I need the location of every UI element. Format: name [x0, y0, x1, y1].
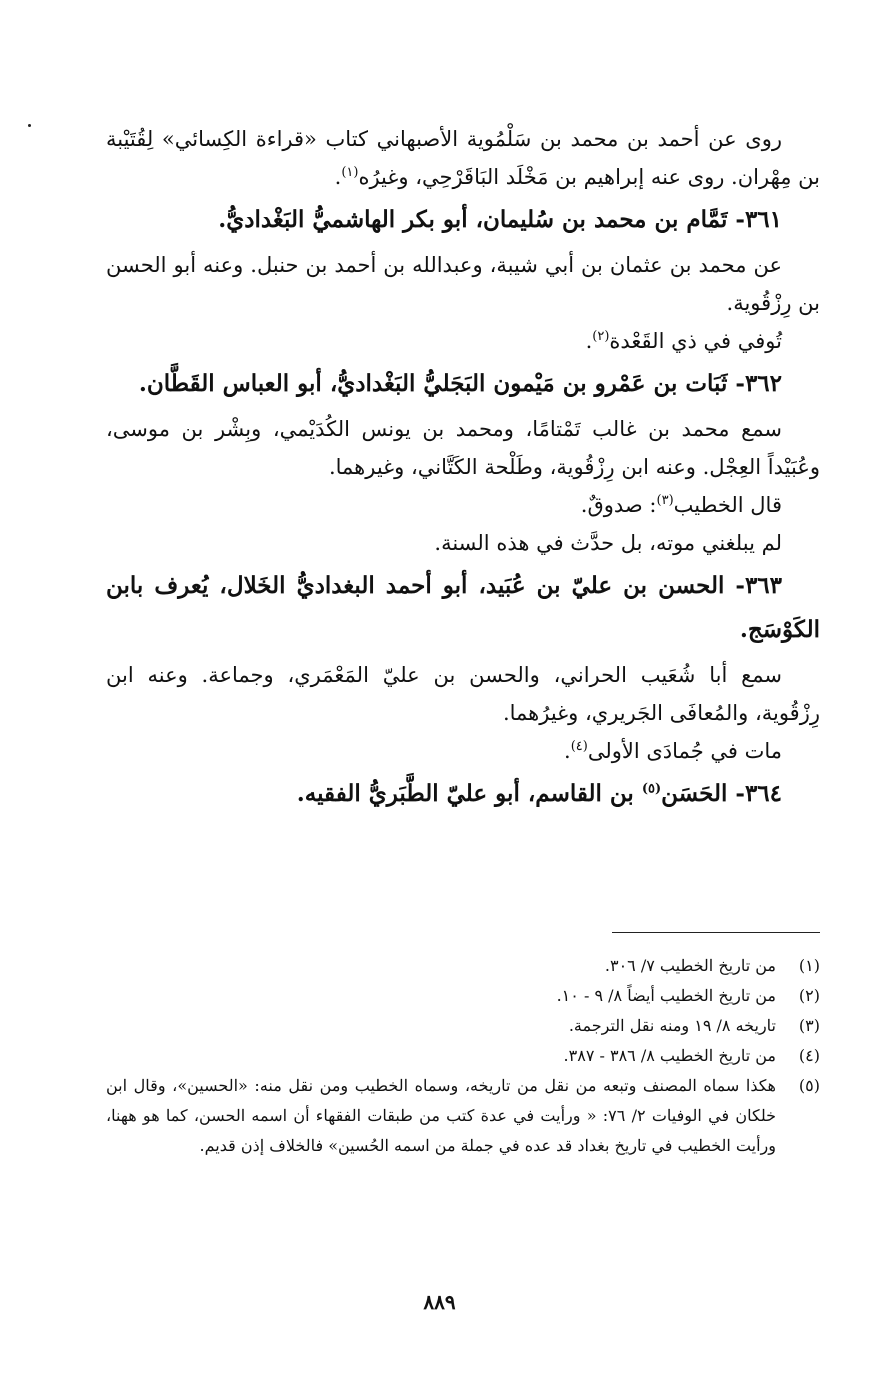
entry-number: ٣٦٢-: [735, 370, 782, 397]
entry-title: ثَبَات بن عَمْرو بن مَيْمون البَجَليُّ البَغْداديُّ، أبو العباس القَطَّان.: [138, 370, 736, 397]
footnote-number: (٤): [798, 1046, 820, 1065]
footnote-text: هكذا سماه المصنف وتبعه من نقل من تاريخه، وسماه الخطيب ومن نقل منه: «الحسين»، وقال ابن خلكان في الوفيات ٢/ ٧٦: « ورأيت في عدة كتب من طبقات الفقهاء أن اسمه الحسن، كما هو ههنا، ورأيت الخطيب في تاريخ بغداد قد عده في جملة من اسمه الحُسين» فالخلاف إذن قديم.: [106, 1076, 777, 1155]
paragraph-5: [106, 486, 820, 524]
paragraph-text: مات في جُمادَى الأولى: [587, 739, 782, 763]
footnote-ref-3: (٣): [656, 493, 674, 508]
entry-title: الحَسَن: [661, 780, 736, 807]
footnote-number: (٥): [798, 1076, 820, 1095]
footnote-5: [106, 1071, 820, 1161]
footnote-number: (٣): [798, 1016, 820, 1035]
paragraph-text: روى عن أحمد بن محمد بن سَلْمُوية الأصبهاني كتاب «قراءة الكِسائي» لِقُتَيْبة بن مِهْران. روى عنه إبراهيم بن مَخْلَد البَاقَرْحِي، وغيرُه: [106, 127, 820, 189]
footnote-3: [106, 1011, 820, 1041]
entry-title: تَمَّام بن محمد بن سُليمان، أبو بكر الهاشميُّ البَغْداديُّ.: [218, 206, 736, 233]
paragraph-4: سمع محمد بن غالب تَمْتامًا، ومحمد بن يونس الكُدَيْمي، وبِشْر بن موسى، وعُبَيْداً العِجْل. وعنه ابن رِزْقُوية، وطَلْحة الكَتَّاني، وغيرهما.: [106, 417, 820, 479]
paragraph-end: : صدوقٌ.: [580, 493, 657, 517]
footnote-text: من تاريخ الخطيب ٨/ ٣٨٦ - ٣٨٧.: [563, 1046, 776, 1065]
footnote-ref-4: (٤): [570, 739, 588, 754]
paragraph-end: .: [585, 329, 593, 353]
entry-heading-363: [106, 564, 820, 652]
paragraph-2: عن محمد بن عثمان بن أبي شيبة، وعبدالله بن أحمد بن حنبل. وعنه أبو الحسن بن رِزْقُوية.: [106, 253, 820, 315]
paragraph-6: لم يبلغني موته، بل حدَّث في هذه السنة.: [434, 531, 782, 555]
footnote-text: تاريخه ٨/ ١٩ ومنه نقل الترجمة.: [568, 1016, 776, 1035]
paragraph-end: .: [564, 739, 571, 763]
paragraph-3: [106, 322, 820, 360]
page-number: ٨٨٩: [423, 1290, 456, 1314]
footnotes-section: [106, 932, 820, 1161]
entry-number: ٣٦٣-: [735, 572, 782, 599]
entry-heading-362: [106, 362, 820, 406]
entry-number: ٣٦٤-: [735, 780, 782, 807]
paragraph-text: قال الخطيب: [673, 493, 782, 517]
stray-mark: [28, 124, 31, 127]
main-text: [106, 120, 820, 820]
entry-number: ٣٦١-: [735, 206, 782, 233]
footnote-text: من تاريخ الخطيب ٧/ ٣٠٦.: [604, 956, 776, 975]
entry-title-rest: بن القاسم، أبو عليّ الطَّبَريُّ الفقيه.: [296, 780, 642, 807]
footnote-ref-1: (١): [341, 165, 359, 180]
entry-title: الحسن بن عليّ بن عُبَيد، أبو أحمد البغداديُّ الخَلال، يُعرف بابن الكَوْسَج.: [106, 572, 820, 643]
entry-heading-364: [106, 772, 820, 816]
entry-heading-361: [106, 198, 820, 242]
paragraph-text: تُوفي في ذي القَعْدة: [609, 329, 782, 353]
footnote-divider: [612, 932, 820, 933]
footnote-4: [106, 1041, 820, 1071]
footnote-text: من تاريخ الخطيب أيضاً ٨/ ٩ - ١٠.: [556, 986, 776, 1005]
paragraph-end: .: [334, 165, 342, 189]
footnote-ref-2: (٢): [592, 329, 610, 344]
footnote-1: [106, 951, 820, 981]
paragraph-1: [106, 120, 820, 196]
footnote-number: (١): [798, 956, 820, 975]
paragraph-8: [106, 732, 820, 770]
footnote-ref-5: (٥): [641, 781, 662, 797]
footnote-2: [106, 981, 820, 1011]
paragraph-7: سمع أبا شُعَيب الحراني، والحسن بن عليّ المَعْمَري، وجماعة. وعنه ابن رِزْقُوية، والمُعافَى الجَريري، وغيرُهما.: [106, 663, 820, 725]
footnote-number: (٢): [798, 986, 820, 1005]
